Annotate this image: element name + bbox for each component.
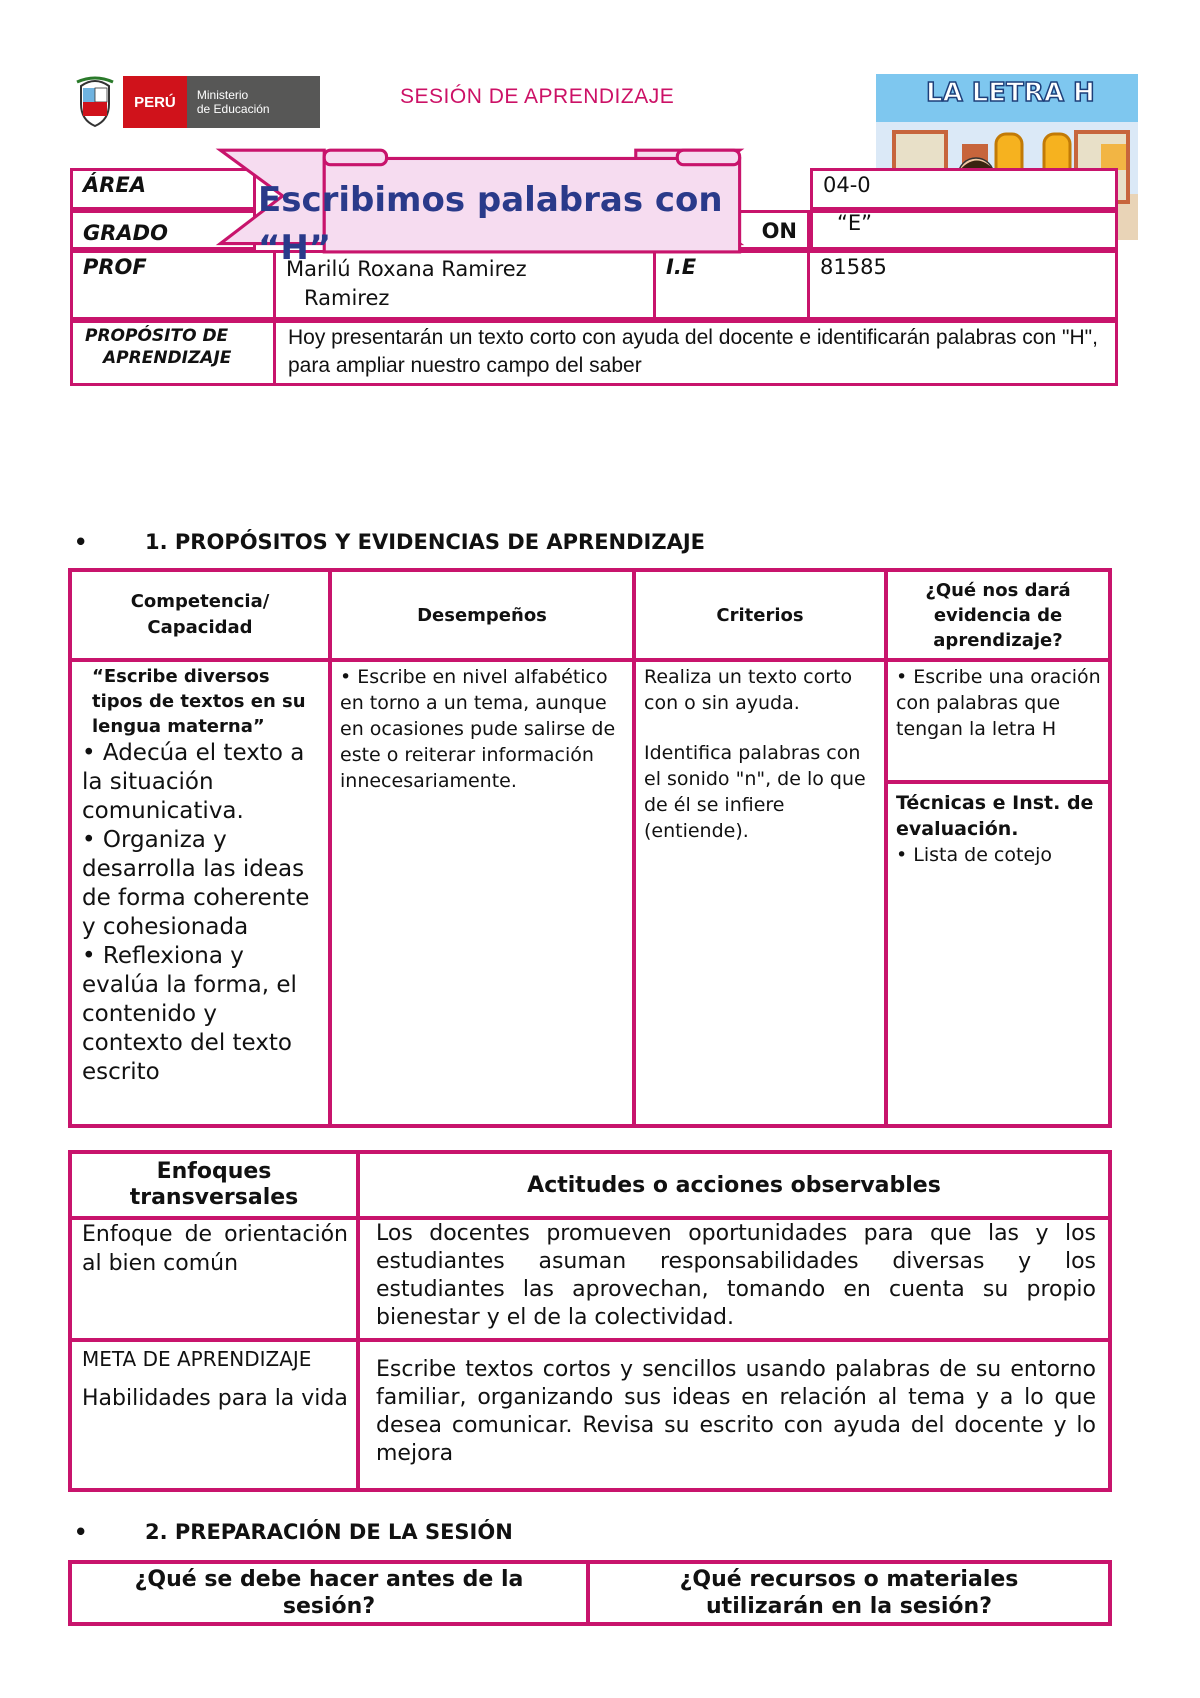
ie-label: I.E bbox=[666, 255, 697, 279]
header-desempenos: Desempeños bbox=[417, 604, 547, 626]
header-criterios: Criterios bbox=[716, 604, 804, 626]
minedu-logo bbox=[75, 76, 320, 128]
header-evidencia: ¿Qué nos dará evidencia de aprendizaje? bbox=[925, 579, 1071, 651]
evidencia-text: • Escribe una oración con palabras que tengan la letra H bbox=[896, 666, 1101, 740]
date-cell bbox=[810, 168, 1118, 210]
section1-table bbox=[68, 568, 1112, 1128]
prof-value-line1: Marilú Roxana Ramirez bbox=[286, 257, 527, 281]
row-divider bbox=[72, 1338, 1108, 1342]
section1-bullet: • bbox=[74, 530, 88, 554]
proposito-label-line1: PROPÓSITO DE bbox=[85, 326, 229, 346]
seccion-value-cell bbox=[810, 210, 1118, 250]
illustration-caption: LA LETRA H bbox=[926, 78, 1095, 108]
competencia-cell bbox=[82, 664, 322, 1087]
enfoques-header-col2: Actitudes o acciones observables bbox=[527, 1172, 941, 1198]
ministry-label bbox=[187, 76, 320, 128]
meta-cell bbox=[82, 1346, 348, 1413]
ie-label-cell bbox=[653, 250, 810, 320]
criterio-2: Identifica palabras con el sonido "n", de lo que de él se infiere (entiende). bbox=[644, 742, 866, 842]
proposito-label-line2: APRENDIZAJE bbox=[103, 348, 232, 368]
proposito-value: Hoy presentarán un texto corto con ayuda del docente e identificarán palabras con "H", para ampliar nuestro campo del saber bbox=[288, 326, 1098, 377]
date-value: 04-0 bbox=[823, 173, 871, 197]
prof-value bbox=[276, 253, 653, 315]
area-label: ÁREA bbox=[83, 173, 147, 197]
proposito-value-cell bbox=[273, 320, 1118, 386]
header-competencia: Competencia/ Capacidad bbox=[130, 591, 270, 638]
desempeno-text: • Escribe en nivel alfabético en torno a un tema, aunque en ocasiones pude salirse de este o reiterar información innecesariamente. bbox=[340, 666, 616, 792]
enfoque-actitudes: Los docentes promueven oportunidades para que las y los estudiantes asuman responsabilidades diversas y los estudiantes las aprovechan, tomando en cuenta su propio bienestar y el de la colectividad. bbox=[376, 1221, 1096, 1330]
peru-shield-icon bbox=[75, 76, 115, 128]
capacidad-2: • Organiza y desarrolla las ideas de forma coherente y cohesionada bbox=[82, 827, 310, 940]
enfoques-header-col1: Enfoques transversales bbox=[129, 1159, 299, 1210]
criterios-cell bbox=[644, 664, 882, 844]
competencia-title: “Escribe diversos tipos de textos en su lengua materna” bbox=[92, 666, 306, 737]
tecnicas-item: • Lista de cotejo bbox=[896, 844, 1053, 866]
peru-label: PERÚ bbox=[123, 76, 187, 128]
evidence-divider bbox=[884, 780, 1108, 784]
seccion-value: “E” bbox=[837, 211, 873, 235]
header-divider bbox=[72, 658, 1108, 662]
session-title: SESIÓN DE APRENDIZAJE bbox=[400, 85, 675, 108]
banner-title: Escribimos palabras con “H” bbox=[258, 180, 723, 268]
capacidad-1: • Adecúa el texto a la situación comunicativa. bbox=[82, 740, 305, 824]
ministry-line1: Ministerio bbox=[196, 88, 249, 102]
enfoque-name: Enfoque de orientación al bien común bbox=[82, 1222, 348, 1276]
section2-col1: ¿Qué se debe hacer antes de la sesión? bbox=[134, 1567, 524, 1619]
tecnicas-cell bbox=[896, 790, 1102, 868]
criterio-1: Realiza un texto corto con o sin ayuda. bbox=[644, 666, 853, 714]
ministry-line2: de Educación bbox=[196, 102, 270, 116]
ie-value: 81585 bbox=[820, 255, 887, 279]
section2-bullet: • bbox=[74, 1520, 88, 1544]
section2-table bbox=[68, 1560, 1112, 1626]
prof-value-line2: Ramirez bbox=[304, 286, 390, 310]
section2-col2: ¿Qué recursos o materiales utilizarán en la sesión? bbox=[679, 1567, 1019, 1619]
enfoques-table bbox=[68, 1150, 1112, 1492]
grado-label: GRADO bbox=[83, 221, 168, 245]
meta-label: META DE APRENDIZAJE bbox=[82, 1347, 312, 1371]
tecnicas-title: Técnicas e Inst. de evaluación. bbox=[896, 792, 1094, 840]
habilidades-label: Habilidades para la vida bbox=[82, 1386, 348, 1411]
seccion-label: ON bbox=[761, 219, 797, 243]
meta-text: Escribe textos cortos y sencillos usando palabras de su entorno familiar, organizando sus ideas en relación al tema y a lo que desea comunicar. Revisa su escrito con ayuda del docente y lo mejora bbox=[376, 1357, 1096, 1466]
ie-value-cell bbox=[807, 250, 1118, 320]
capacidad-3: • Reflexiona y evalúa la forma, el contenido y contexto del texto escrito bbox=[82, 943, 297, 1085]
proposito-label-cell bbox=[70, 320, 276, 386]
proposito-label bbox=[73, 323, 273, 371]
section1-title: 1. PROPÓSITOS Y EVIDENCIAS DE APRENDIZAJE bbox=[145, 530, 706, 554]
section2-title: 2. PREPARACIÓN DE LA SESIÓN bbox=[145, 1520, 513, 1544]
prof-label: PROF bbox=[83, 255, 147, 279]
prof-label-cell bbox=[70, 250, 276, 320]
